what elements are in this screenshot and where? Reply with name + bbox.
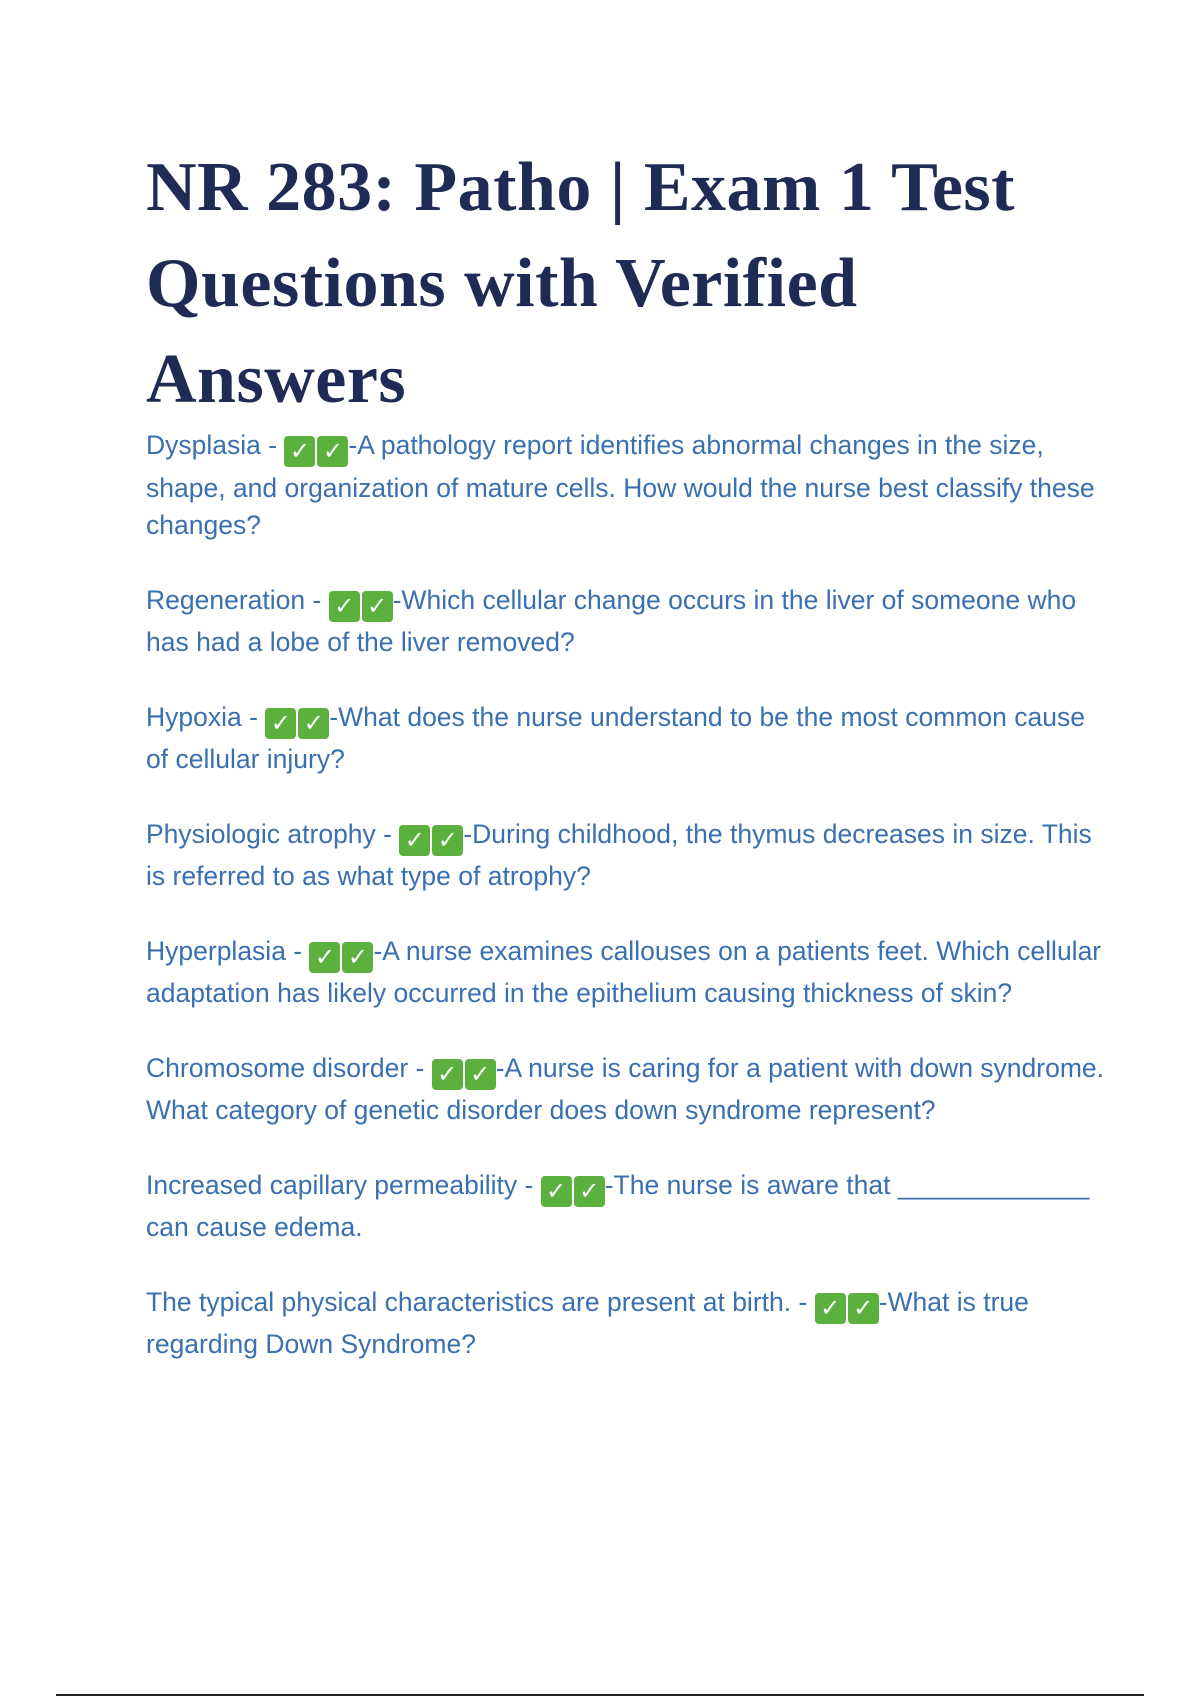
question-text: -Which cellular change occurs in the liver of someone who has had a lobe of the liver removed? (146, 584, 1077, 657)
verified-checkmarks (329, 587, 393, 625)
document-title: NR 283: Patho | Exam 1 Test Questions with Verified Answers (146, 149, 1015, 418)
verified-checkmarks (815, 1289, 879, 1327)
verified-checkmarks (541, 1172, 605, 1210)
question-text: -A nurse is caring for a patient with down syndrome. What category of genetic disorder does down syndrome represent? (146, 1052, 1105, 1125)
check-icon: ✓ (329, 591, 360, 622)
answer-text: The typical physical characteristics are present at birth. - (146, 1286, 815, 1317)
check-icon: ✓ (309, 942, 340, 973)
check-icon: ✓ (399, 825, 430, 856)
answer-text: Increased capillary permeability - (146, 1169, 541, 1200)
verified-checkmarks (309, 938, 373, 976)
answer-text: Chromosome disorder - (146, 1052, 432, 1083)
qa-item (146, 816, 1106, 896)
check-icon: ✓ (815, 1293, 846, 1324)
verified-checkmarks (432, 1055, 496, 1093)
check-icon: ✓ (574, 1176, 605, 1207)
answer-text: Regeneration - (146, 584, 329, 615)
check-icon: ✓ (432, 825, 463, 856)
verified-checkmarks (399, 821, 463, 859)
qa-item (146, 427, 1106, 545)
answer-text: Physiologic atrophy - (146, 818, 400, 849)
qa-list (146, 427, 1106, 1401)
check-icon: ✓ (362, 591, 393, 622)
check-icon: ✓ (432, 1059, 463, 1090)
question-text: -What does the nurse understand to be the most common cause of cellular injury? (146, 701, 1085, 774)
answer-text: Dysplasia - (146, 430, 285, 460)
qa-item (146, 1284, 1106, 1364)
answer-text: Hypoxia - (146, 701, 266, 732)
check-icon: ✓ (298, 708, 329, 739)
question-text: -What is true regarding Down Syndrome? (146, 1286, 1029, 1359)
verified-checkmarks (284, 432, 348, 470)
qa-item (146, 699, 1106, 779)
check-icon: ✓ (284, 436, 315, 467)
question-text: -During childhood, the thymus decreases in size. This is referred to as what type of atrophy? (146, 818, 1092, 891)
qa-item (146, 933, 1106, 1013)
check-icon: ✓ (465, 1059, 496, 1090)
bottom-divider (56, 1694, 1144, 1696)
answer-text: Hyperplasia - (146, 935, 310, 966)
verified-checkmarks (265, 704, 329, 742)
check-icon: ✓ (317, 436, 348, 467)
question-text: -A nurse examines callouses on a patients feet. Which cellular adaptation has likely occurred in the epithelium causing thickness of skin? (146, 935, 1102, 1008)
question-text: -The nurse is aware that _____________ can cause edema. (146, 1169, 1090, 1242)
check-icon: ✓ (342, 942, 373, 973)
check-icon: ✓ (265, 708, 296, 739)
qa-item (146, 582, 1106, 662)
qa-item (146, 1050, 1106, 1130)
qa-item (146, 1167, 1106, 1247)
check-icon: ✓ (848, 1293, 879, 1324)
check-icon: ✓ (541, 1176, 572, 1207)
question-text: -A pathology report identifies abnormal changes in the size, shape, and organization of mature cells. How would the nurse best classify these changes? (146, 430, 1095, 540)
